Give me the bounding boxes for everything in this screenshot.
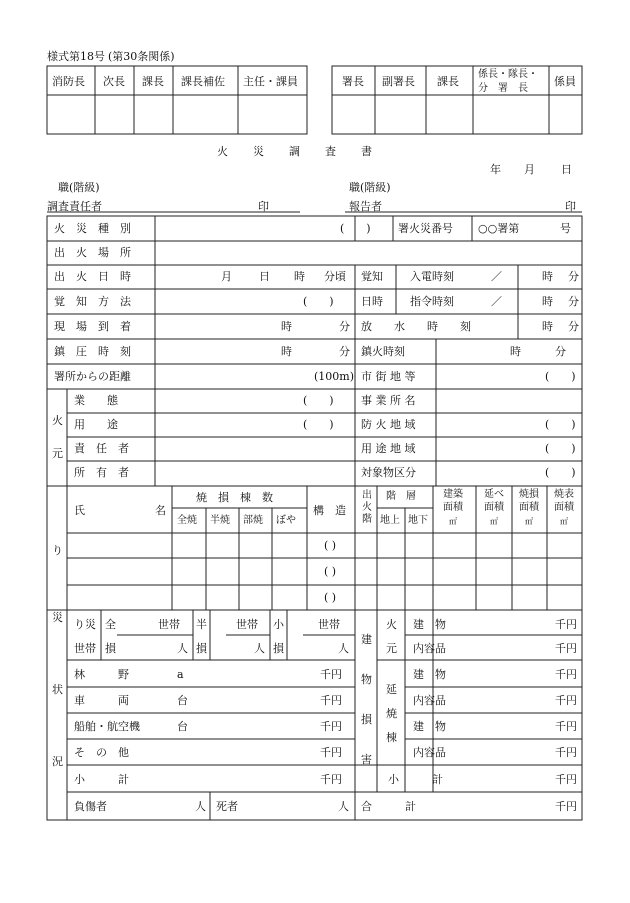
office-name-label: 事 業 所 名 xyxy=(361,394,416,407)
call-time-slash: ／ xyxy=(491,270,502,283)
use-zone-paren: ( ) xyxy=(545,442,576,455)
origin-bldg-char-1: 火 xyxy=(386,618,397,631)
date-year: 年 xyxy=(490,163,501,176)
investigator-seal: 印 xyxy=(258,200,269,213)
spread-contents-label-1: 内容品 xyxy=(413,694,446,707)
approval-clerk: 係員 xyxy=(554,75,576,88)
city-area-paren: ( ) xyxy=(545,370,576,383)
ship-aircraft-label: 船舶・航空機 xyxy=(74,720,140,733)
surface-area-3: ㎡ xyxy=(560,517,568,526)
call-time-minute: 分 xyxy=(568,270,579,283)
households-label-2: 世帯 xyxy=(74,642,96,655)
origin-floor-char-3: 階 xyxy=(362,514,372,525)
full-loss-char-1: 全 xyxy=(105,618,116,631)
vehicle-yen: 千円 xyxy=(320,694,342,707)
half-loss-char-2: 損 xyxy=(196,642,207,655)
building-area-2: 面積 xyxy=(443,502,463,513)
fire-zone-label: 防 火 地 域 xyxy=(361,418,416,431)
building-loss-char-4: 害 xyxy=(361,753,372,766)
dispatch-time-slash: ／ xyxy=(491,295,502,308)
origin-location-label: 出 火 場 所 xyxy=(54,246,131,259)
building-subtotal-label: 小 計 xyxy=(388,773,443,786)
reporter-seal: 印 xyxy=(565,200,576,213)
below-ground-header: 地下 xyxy=(408,515,428,526)
call-time-label: 入電時刻 xyxy=(410,270,454,283)
full-loss-households: 世帯 xyxy=(158,618,180,631)
detection-label-b: 日時 xyxy=(361,295,383,308)
burn-type-partial: 部焼 xyxy=(243,515,263,526)
detection-method-label: 覚 知 方 法 xyxy=(54,295,131,308)
extinguish-minute: 分 xyxy=(555,345,566,358)
name-header-2: 名 xyxy=(155,504,166,517)
arrival-label: 現 場 到 着 xyxy=(54,320,131,333)
structure-paren-1: ( ) xyxy=(324,539,337,552)
small-loss-char-2: 損 xyxy=(273,642,284,655)
floor-area-3: ㎡ xyxy=(490,517,498,526)
arrival-minute: 分 xyxy=(339,320,350,333)
legal-basis: (第30条関係) xyxy=(108,50,175,63)
spread-contents-label-2: 内容品 xyxy=(413,746,446,759)
origin-contents-yen: 千円 xyxy=(555,642,577,655)
spread-building-label-2: 建 物 xyxy=(413,720,446,733)
business-paren: ( ) xyxy=(303,394,334,407)
other-label: そ の 他 xyxy=(74,746,129,759)
fire-number-suffix: 号 xyxy=(560,222,571,235)
approval-section-chief: 課長 xyxy=(142,75,164,88)
suppression-hour: 時 xyxy=(281,345,292,358)
spread-contents-yen-2: 千円 xyxy=(555,746,577,759)
owner-label: 所 有 者 xyxy=(74,466,129,479)
subtotal-label: 小 計 xyxy=(74,773,129,786)
use-zone-label: 用 途 地 域 xyxy=(361,442,416,455)
detection-label-a: 覚知 xyxy=(361,270,383,283)
approval-staff: 主任・課員 xyxy=(243,75,298,88)
origin-month-unit: 月 xyxy=(221,270,232,283)
city-area-label: 市 街 地 等 xyxy=(361,370,416,383)
burn-type-half: 半焼 xyxy=(210,515,230,526)
structure-paren-2: ( ) xyxy=(324,565,337,578)
fire-type-label: 火 災 種 別 xyxy=(54,222,131,235)
subtotal-yen: 千円 xyxy=(320,773,342,786)
spread-bldg-char-3: 棟 xyxy=(386,731,397,744)
grand-total-yen: 千円 xyxy=(555,800,577,813)
usage-label: 用 途 xyxy=(74,418,118,431)
small-loss-persons: 人 xyxy=(338,642,349,655)
spread-building-yen-1: 千円 xyxy=(555,668,577,681)
approval-assistant-chief: 課長補佐 xyxy=(181,75,225,88)
burned-area-3: ㎡ xyxy=(525,517,533,526)
origin-floor-char-1: 出 xyxy=(362,490,372,501)
burned-count-header: 焼 損 棟 数 xyxy=(196,491,273,504)
distance-label: 署所からの距離 xyxy=(54,370,131,383)
reporter-label: 報告者 xyxy=(349,200,382,213)
date-month: 月 xyxy=(524,163,535,176)
floors-header: 階 層 xyxy=(386,491,416,502)
building-loss-char-3: 損 xyxy=(361,713,372,726)
floor-area-2: 面積 xyxy=(484,502,504,513)
approval-deputy-chief: 次長 xyxy=(103,75,125,88)
investigator-label: 調査責任者 xyxy=(47,200,102,213)
origin-day-unit: 日 xyxy=(259,270,270,283)
dead-label: 死者 xyxy=(216,800,238,813)
building-subtotal-yen: 千円 xyxy=(555,773,577,786)
target-class-paren: ( ) xyxy=(545,466,576,479)
damage-side-char-2: 災 xyxy=(52,611,63,624)
structure-paren-3: ( ) xyxy=(324,591,337,604)
approval-unit-head: 係長・隊長・ xyxy=(478,69,538,80)
approval-branch-head: 分 署 長 xyxy=(478,83,528,94)
households-label-1: り災 xyxy=(74,618,96,631)
origin-contents-label: 内容品 xyxy=(413,642,446,655)
building-area-3: ㎡ xyxy=(449,517,457,526)
dispatch-time-hour: 時 xyxy=(542,295,553,308)
dispatch-time-label: 指令時刻 xyxy=(410,295,454,308)
floor-area-1: 延べ xyxy=(484,489,504,500)
fire-number-value: ○○署第 xyxy=(478,222,520,235)
half-loss-households: 世帯 xyxy=(236,618,258,631)
origin-side-char-2: 元 xyxy=(52,447,63,460)
forest-label: 林 野 xyxy=(74,668,129,681)
vehicle-label: 車 両 xyxy=(74,694,129,707)
grand-total-label: 合 計 xyxy=(361,800,416,813)
building-loss-char-2: 物 xyxy=(361,673,372,686)
form-number: 様式第18号 xyxy=(47,50,105,63)
target-class-label: 対象物区分 xyxy=(361,466,416,479)
suppression-minute: 分 xyxy=(339,345,350,358)
forest-suffix: a xyxy=(177,668,184,681)
forest-yen: 千円 xyxy=(320,668,342,681)
water-discharge-minute: 分 xyxy=(568,320,579,333)
origin-hour-unit: 時 xyxy=(294,270,305,283)
arrival-hour: 時 xyxy=(281,320,292,333)
small-loss-char-1: 小 xyxy=(273,618,284,631)
half-loss-persons: 人 xyxy=(254,642,265,655)
burn-type-small: ぼや xyxy=(276,515,296,526)
date-day: 日 xyxy=(561,163,572,176)
burn-type-full: 全焼 xyxy=(177,515,197,526)
ship-aircraft-unit: 台 xyxy=(177,720,188,733)
dispatch-time-minute: 分 xyxy=(568,295,579,308)
fire-number-label: 署火災番号 xyxy=(398,222,453,235)
reporter-rank: 職(階級) xyxy=(349,181,391,194)
dead-unit: 人 xyxy=(338,800,349,813)
above-ground-header: 地上 xyxy=(380,515,400,526)
damage-side-char-4: 況 xyxy=(52,755,63,768)
approval-station-chief: 署長 xyxy=(342,75,364,88)
origin-building-label: 建 物 xyxy=(413,618,446,631)
extinguish-hour: 時 xyxy=(510,345,521,358)
distance-unit: (100m) xyxy=(314,370,355,383)
origin-minute-unit: 分頃 xyxy=(324,270,346,283)
spread-contents-yen-1: 千円 xyxy=(555,694,577,707)
extinguish-label: 鎮火時刻 xyxy=(361,345,405,358)
responsible-label: 責 任 者 xyxy=(74,442,129,455)
full-loss-persons: 人 xyxy=(177,642,188,655)
burned-area-2: 面積 xyxy=(519,502,539,513)
fire-zone-paren: ( ) xyxy=(545,418,576,431)
detection-method-paren: ( ) xyxy=(303,295,334,308)
business-label: 業 態 xyxy=(74,394,118,407)
damage-side-char-1: り xyxy=(52,544,63,557)
water-discharge-label: 放 水 時 刻 xyxy=(361,320,471,333)
full-loss-char-2: 損 xyxy=(105,642,116,655)
origin-datetime-label: 出 火 日 時 xyxy=(54,270,131,283)
fire-type-paren: ( ) xyxy=(340,222,371,235)
structure-header: 構 造 xyxy=(313,504,346,517)
building-area-1: 建築 xyxy=(443,489,463,500)
approval-fire-chief: 消防長 xyxy=(52,75,85,88)
burned-area-1: 焼損 xyxy=(519,489,539,500)
spread-building-label-1: 建 物 xyxy=(413,668,446,681)
injured-label: 負傷者 xyxy=(74,800,107,813)
origin-side-char-1: 火 xyxy=(52,414,63,427)
usage-paren: ( ) xyxy=(303,418,334,431)
building-loss-char-1: 建 xyxy=(361,633,372,646)
vehicle-unit: 台 xyxy=(177,694,188,707)
call-time-hour: 時 xyxy=(542,270,553,283)
damage-side-char-3: 状 xyxy=(52,683,63,696)
surface-area-1: 焼表 xyxy=(554,489,574,500)
small-loss-households: 世帯 xyxy=(318,618,340,631)
surface-area-2: 面積 xyxy=(554,502,574,513)
spread-bldg-char-2: 焼 xyxy=(386,707,397,720)
ship-aircraft-yen: 千円 xyxy=(320,720,342,733)
spread-building-yen-2: 千円 xyxy=(555,720,577,733)
origin-floor-char-2: 火 xyxy=(362,502,372,513)
form-title: 火 災 調 査 書 xyxy=(217,145,373,158)
approval-right-section-chief: 課長 xyxy=(437,75,459,88)
investigator-rank: 職(階級) xyxy=(58,181,100,194)
spread-bldg-char-1: 延 xyxy=(386,683,397,696)
origin-bldg-char-2: 元 xyxy=(386,642,397,655)
water-discharge-hour: 時 xyxy=(542,320,553,333)
injured-unit: 人 xyxy=(195,800,206,813)
half-loss-char-1: 半 xyxy=(196,618,207,631)
other-yen: 千円 xyxy=(320,746,342,759)
origin-building-yen: 千円 xyxy=(555,618,577,631)
approval-deputy-station-chief: 副署長 xyxy=(382,75,415,88)
suppression-label: 鎮 圧 時 刻 xyxy=(54,345,131,358)
name-header-1: 氏 xyxy=(74,504,85,517)
